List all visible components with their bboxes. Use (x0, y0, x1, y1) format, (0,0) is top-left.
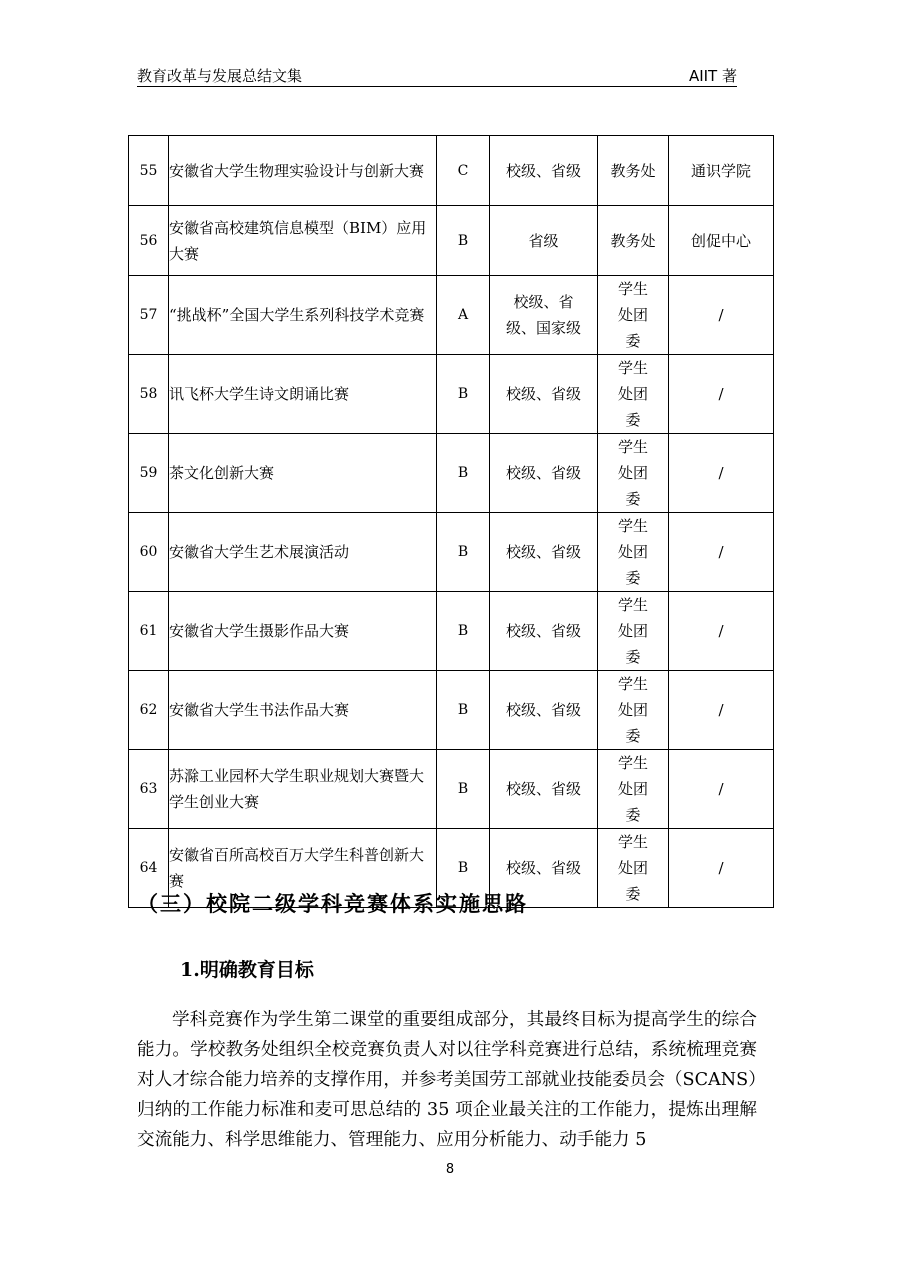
row-number-cell (129, 355, 169, 434)
responsible-department: 学生处团委 (617, 438, 648, 508)
table-row (129, 355, 774, 434)
competition-level-cell (490, 513, 598, 592)
row-number: 55 (139, 162, 158, 179)
table-row (129, 750, 774, 829)
competition-name: 苏滁工业园杯大学生职业规划大赛暨大学生创业大赛 (169, 767, 425, 811)
competition-grade: B (457, 232, 469, 249)
section-title: （三）校院二级学科竞赛体系实施思路 (137, 891, 528, 916)
competition-grade-cell (437, 513, 490, 592)
organizing-unit: / (718, 780, 724, 798)
competition-level-cell (490, 206, 598, 276)
competition-name-cell (169, 513, 437, 592)
responsible-department: 教务处 (610, 161, 656, 180)
organizing-unit: 通识学院 (690, 161, 751, 180)
competition-grade-cell (437, 592, 490, 671)
organizing-unit: / (718, 464, 724, 482)
responsible-department-cell (598, 355, 669, 434)
competition-level: 校级、省级 (505, 464, 581, 482)
competition-level: 校级、省级 (505, 701, 581, 719)
organizing-unit-cell (669, 206, 774, 276)
table-row (129, 206, 774, 276)
competition-grade-cell (437, 434, 490, 513)
table-row (129, 671, 774, 750)
organizing-unit-cell (669, 829, 774, 908)
row-number-cell (129, 750, 169, 829)
table-row (129, 276, 774, 355)
responsible-department-cell (598, 136, 669, 206)
responsible-department-cell (598, 829, 669, 908)
competition-name-cell (169, 355, 437, 434)
competition-grade-cell (437, 671, 490, 750)
competition-level: 校级、省级、国家级 (505, 293, 581, 337)
responsible-department-cell (598, 206, 669, 276)
competition-level: 校级、省级 (505, 859, 581, 877)
competition-name: 讯飞杯大学生诗文朗诵比赛 (169, 385, 350, 403)
responsible-department-cell (598, 750, 669, 829)
organizing-unit: / (718, 701, 724, 719)
row-number: 62 (139, 702, 158, 718)
body-paragraph: 学科竞赛作为学生第二课堂的重要组成部分，其最终目标为提高学生的综合能力。学校教务处组织全校竞赛负责人对以往学科竞赛进行总结，系统梳理竞赛对人才综合能力培养的支撑作用，并参考美国劳工部就业技能委员会（SCANS）归纳的工作能力标准和麦可思总结的 35 项企业最关注的工作能力，提炼出理解交流能力、科学思维能力、管理能力、应用分析能力、动手能力 5 (137, 1010, 757, 1150)
row-number: 57 (139, 307, 158, 323)
responsible-department: 学生处团委 (617, 833, 648, 903)
competition-grade: B (457, 623, 469, 639)
row-number: 59 (139, 465, 158, 481)
row-number: 56 (139, 232, 158, 249)
responsible-department: 学生处团委 (617, 675, 648, 745)
competition-grade: B (457, 544, 469, 560)
competition-grade: B (457, 702, 469, 718)
organizing-unit: / (718, 543, 724, 561)
competition-name-cell (169, 206, 437, 276)
competition-name-cell (169, 434, 437, 513)
table-row (129, 513, 774, 592)
competition-level: 校级、省级 (505, 385, 581, 403)
organizing-unit: / (718, 306, 724, 324)
competition-level-cell (490, 136, 598, 206)
running-header (137, 66, 737, 87)
competition-name-cell (169, 750, 437, 829)
responsible-department: 学生处团委 (617, 517, 648, 587)
page-number: 8 (445, 1162, 455, 1177)
competition-name: 安徽省大学生物理实验设计与创新大赛 (169, 161, 425, 180)
subsection-title: 1.明确教育目标 (180, 959, 314, 981)
competition-level-cell (490, 276, 598, 355)
organizing-unit-cell (669, 434, 774, 513)
responsible-department-cell (598, 276, 669, 355)
table-row (129, 592, 774, 671)
competition-grade-cell (437, 276, 490, 355)
row-number: 61 (139, 623, 158, 639)
competition-grade-cell (437, 136, 490, 206)
row-number-cell (129, 136, 169, 206)
organizing-unit: / (718, 622, 724, 640)
responsible-department: 学生处团委 (617, 359, 648, 429)
organizing-unit: 创促中心 (690, 231, 751, 250)
responsible-department: 学生处团委 (617, 596, 648, 666)
competition-grade: B (457, 386, 469, 402)
row-number: 64 (139, 860, 158, 876)
row-number-cell (129, 206, 169, 276)
organizing-unit-cell (669, 513, 774, 592)
competition-name: 安徽省百所高校百万大学生科普创新大赛 (169, 846, 425, 890)
competition-level: 校级、省级 (505, 780, 581, 798)
responsible-department-cell (598, 671, 669, 750)
responsible-department: 学生处团委 (617, 280, 648, 350)
competition-name: 安徽省高校建筑信息模型（BIM）应用大赛 (169, 218, 427, 263)
competition-grade: B (457, 860, 469, 876)
row-number: 58 (139, 386, 158, 402)
responsible-department-cell (598, 513, 669, 592)
organizing-unit: / (718, 859, 724, 877)
row-number-cell (129, 276, 169, 355)
responsible-department: 学生处团委 (617, 754, 648, 824)
table-row (129, 136, 774, 206)
organizing-unit-cell (669, 592, 774, 671)
table-row (129, 434, 774, 513)
competition-name: 安徽省大学生摄影作品大赛 (169, 622, 350, 640)
competition-name-cell (169, 592, 437, 671)
competition-level-cell (490, 750, 598, 829)
competition-level-cell (490, 355, 598, 434)
organizing-unit: / (718, 385, 724, 403)
competition-level: 省级 (528, 231, 559, 250)
organizing-unit-cell (669, 671, 774, 750)
competition-level: 校级、省级 (505, 622, 581, 640)
responsible-department: 教务处 (610, 231, 656, 250)
header-author: AIIT 著 (688, 67, 737, 85)
competition-name: “挑战杯”全国大学生系列科技学术竞赛 (169, 306, 425, 324)
competition-grade: B (457, 781, 469, 797)
competition-level: 校级、省级 (505, 161, 581, 180)
competition-grade: A (457, 307, 469, 323)
organizing-unit-cell (669, 355, 774, 434)
competition-name: 安徽省大学生书法作品大赛 (169, 701, 350, 719)
competition-grade: C (457, 162, 469, 179)
row-number-cell (129, 434, 169, 513)
competition-level-cell (490, 592, 598, 671)
competition-name-cell (169, 276, 437, 355)
competition-level: 校级、省级 (505, 543, 581, 561)
competition-level-cell (490, 434, 598, 513)
row-number-cell (129, 592, 169, 671)
competition-level-cell (490, 671, 598, 750)
competition-name-cell (169, 136, 437, 206)
competition-grade-cell (437, 206, 490, 276)
responsible-department-cell (598, 434, 669, 513)
competition-grade-cell (437, 355, 490, 434)
competition-name-cell (169, 671, 437, 750)
row-number: 60 (139, 544, 158, 560)
header-book-title: 教育改革与发展总结文集 (137, 67, 303, 85)
competition-name: 安徽省大学生艺术展演活动 (169, 543, 350, 561)
organizing-unit-cell (669, 750, 774, 829)
competition-name: 茶文化创新大赛 (169, 464, 275, 482)
row-number-cell (129, 671, 169, 750)
organizing-unit-cell (669, 136, 774, 206)
competition-grade: B (457, 465, 469, 481)
row-number: 63 (139, 781, 158, 797)
organizing-unit-cell (669, 276, 774, 355)
competition-table (128, 135, 774, 908)
competition-table-body (129, 136, 774, 908)
row-number-cell (129, 513, 169, 592)
competition-grade-cell (437, 750, 490, 829)
responsible-department-cell (598, 592, 669, 671)
